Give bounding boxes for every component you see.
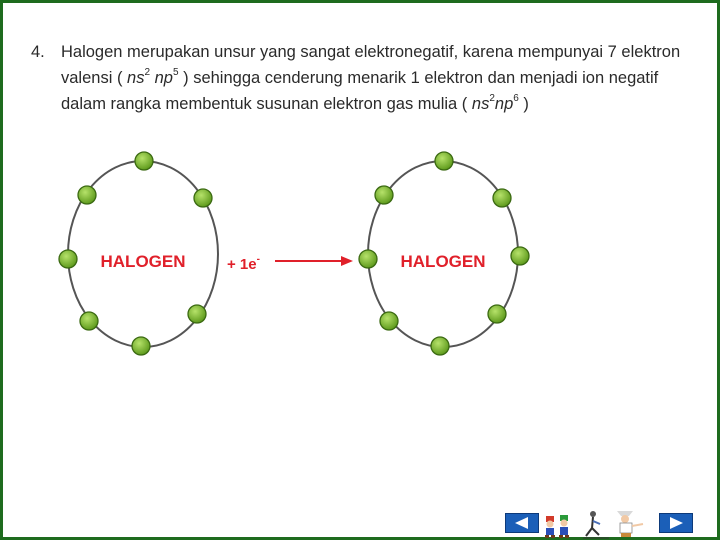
electron bbox=[359, 250, 377, 268]
clipart-figures bbox=[545, 511, 643, 538]
text-line-1: Halogen merupakan unsur yang sangat elektronegatif, karena mempunyai 7 elektron bbox=[61, 43, 681, 61]
back-button[interactable] bbox=[505, 513, 539, 533]
character-icon bbox=[545, 516, 555, 538]
electron bbox=[375, 186, 393, 204]
electron bbox=[135, 152, 153, 170]
electron bbox=[194, 189, 212, 207]
plus-electron-label: + 1e- bbox=[227, 254, 260, 273]
electron bbox=[380, 312, 398, 330]
electron bbox=[488, 305, 506, 323]
triangle-right-icon bbox=[660, 514, 692, 532]
electron bbox=[80, 312, 98, 330]
walker-icon bbox=[583, 511, 609, 538]
electron bbox=[78, 186, 96, 204]
electron bbox=[435, 152, 453, 170]
text-line-2: valensi ( $ns^2$ $np^5$ ) sehingga cenderung menarik 1 elektron dan menjadi ion negatif bbox=[61, 67, 659, 87]
right-halogen-label: HALOGEN bbox=[400, 252, 486, 271]
halogen-diagram bbox=[3, 3, 720, 543]
forward-button[interactable] bbox=[659, 513, 693, 533]
electron bbox=[431, 337, 449, 355]
electron bbox=[59, 250, 77, 268]
electron bbox=[511, 247, 529, 265]
character-icon bbox=[559, 515, 569, 538]
reaction-arrow bbox=[275, 256, 353, 266]
electron bbox=[132, 337, 150, 355]
pointing-figure-icon bbox=[617, 511, 643, 537]
text-line-3: dalam rangka membentuk susunan elektron gas mulia ( $ns^2np^6$ ) bbox=[61, 93, 529, 113]
electron bbox=[188, 305, 206, 323]
left-halogen-label: HALOGEN bbox=[100, 252, 186, 271]
item-number: 4. bbox=[31, 43, 45, 61]
triangle-left-icon bbox=[506, 514, 538, 532]
electron bbox=[493, 189, 511, 207]
